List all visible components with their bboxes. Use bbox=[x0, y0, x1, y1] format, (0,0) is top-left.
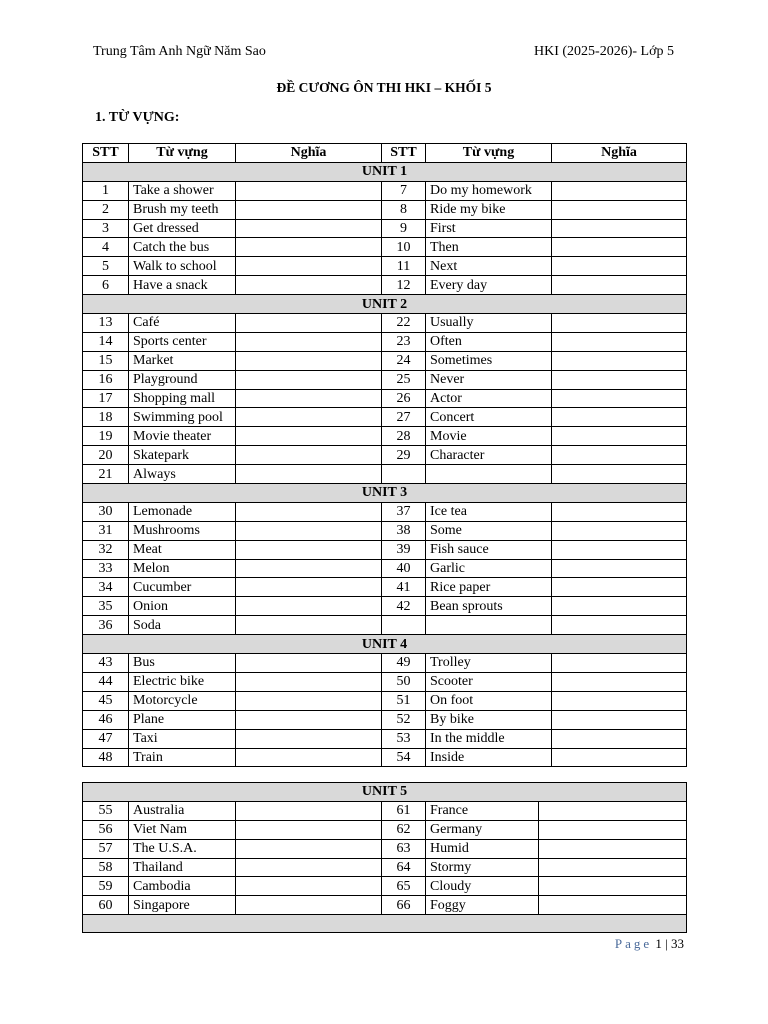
word-term: Movie bbox=[426, 427, 552, 446]
word-term bbox=[426, 465, 552, 484]
word-meaning-blank bbox=[236, 616, 382, 635]
vocabulary-table-unit-5 bbox=[82, 782, 687, 933]
word-term: Scooter bbox=[426, 672, 552, 691]
word-number: 40 bbox=[382, 559, 426, 578]
word-meaning-blank bbox=[552, 502, 687, 521]
word-term: Australia bbox=[129, 801, 236, 820]
word-term: Café bbox=[129, 314, 236, 333]
word-meaning-blank bbox=[552, 370, 687, 389]
word-meaning-blank bbox=[552, 351, 687, 370]
word-meaning-blank bbox=[236, 408, 382, 427]
word-meaning-blank bbox=[552, 729, 687, 748]
table-row bbox=[83, 729, 687, 748]
word-meaning-blank bbox=[552, 465, 687, 484]
word-meaning-blank bbox=[552, 219, 687, 238]
table-row bbox=[83, 748, 687, 767]
word-term: Cloudy bbox=[426, 877, 539, 896]
table-row bbox=[83, 219, 687, 238]
blank-cell bbox=[83, 915, 687, 933]
word-number: 23 bbox=[382, 332, 426, 351]
word-term: Often bbox=[426, 332, 552, 351]
table-row bbox=[83, 181, 687, 200]
word-term: Stormy bbox=[426, 858, 539, 877]
word-number: 31 bbox=[83, 521, 129, 540]
word-term: Shopping mall bbox=[129, 389, 236, 408]
word-meaning-blank bbox=[236, 877, 382, 896]
column-header-vocabulary: Từ vựng bbox=[129, 144, 236, 163]
word-meaning-blank bbox=[552, 748, 687, 767]
word-term: Humid bbox=[426, 839, 539, 858]
word-number: 64 bbox=[382, 858, 426, 877]
word-meaning-blank bbox=[236, 748, 382, 767]
word-term: Brush my teeth bbox=[129, 200, 236, 219]
table-row bbox=[83, 801, 687, 820]
word-term: Bean sprouts bbox=[426, 597, 552, 616]
word-meaning-blank bbox=[552, 332, 687, 351]
word-meaning-blank bbox=[236, 672, 382, 691]
word-term: Meat bbox=[129, 540, 236, 559]
word-number: 65 bbox=[382, 877, 426, 896]
word-number: 48 bbox=[83, 748, 129, 767]
word-term: Taxi bbox=[129, 729, 236, 748]
word-meaning-blank bbox=[236, 839, 382, 858]
word-number: 15 bbox=[83, 351, 129, 370]
page-total: 33 bbox=[671, 936, 684, 951]
word-meaning-blank bbox=[552, 616, 687, 635]
word-meaning-blank bbox=[236, 559, 382, 578]
word-term: Mushrooms bbox=[129, 521, 236, 540]
word-number: 57 bbox=[83, 839, 129, 858]
word-term: Concert bbox=[426, 408, 552, 427]
table-row bbox=[83, 276, 687, 295]
word-meaning-blank bbox=[236, 257, 382, 276]
word-meaning-blank bbox=[236, 181, 382, 200]
word-term: Walk to school bbox=[129, 257, 236, 276]
table-row bbox=[83, 427, 687, 446]
word-meaning-blank bbox=[552, 559, 687, 578]
word-number: 52 bbox=[382, 710, 426, 729]
word-meaning-blank bbox=[552, 389, 687, 408]
word-meaning-blank bbox=[236, 238, 382, 257]
word-meaning-blank bbox=[539, 858, 687, 877]
word-term: Character bbox=[426, 446, 552, 465]
word-meaning-blank bbox=[552, 691, 687, 710]
word-term: Lemonade bbox=[129, 502, 236, 521]
word-number: 42 bbox=[382, 597, 426, 616]
page-separator: | bbox=[661, 936, 671, 951]
word-term: Next bbox=[426, 257, 552, 276]
word-meaning-blank bbox=[236, 729, 382, 748]
word-meaning-blank bbox=[236, 370, 382, 389]
table-row bbox=[83, 672, 687, 691]
page-current: 1 bbox=[655, 936, 662, 951]
word-number: 17 bbox=[83, 389, 129, 408]
word-meaning-blank bbox=[539, 896, 687, 915]
word-meaning-blank bbox=[236, 502, 382, 521]
word-number: 2 bbox=[83, 200, 129, 219]
table-row bbox=[83, 389, 687, 408]
word-term: Have a snack bbox=[129, 276, 236, 295]
word-number: 49 bbox=[382, 654, 426, 673]
word-term: Some bbox=[426, 521, 552, 540]
table-row bbox=[83, 877, 687, 896]
column-header-stt: STT bbox=[382, 144, 426, 163]
word-meaning-blank bbox=[539, 820, 687, 839]
word-meaning-blank bbox=[236, 597, 382, 616]
header-center-name: Trung Tâm Anh Ngữ Năm Sao bbox=[93, 44, 266, 59]
word-meaning-blank bbox=[552, 578, 687, 597]
word-meaning-blank bbox=[236, 654, 382, 673]
word-meaning-blank bbox=[236, 896, 382, 915]
table-row bbox=[83, 446, 687, 465]
word-number: 58 bbox=[83, 858, 129, 877]
unit-header-row bbox=[83, 484, 687, 503]
word-number: 50 bbox=[382, 672, 426, 691]
word-number: 47 bbox=[83, 729, 129, 748]
word-meaning-blank bbox=[552, 181, 687, 200]
word-meaning-blank bbox=[236, 389, 382, 408]
table-row bbox=[83, 314, 687, 333]
word-number: 56 bbox=[83, 820, 129, 839]
word-number: 12 bbox=[382, 276, 426, 295]
word-term: Germany bbox=[426, 820, 539, 839]
word-number: 1 bbox=[83, 181, 129, 200]
word-term: The U.S.A. bbox=[129, 839, 236, 858]
table-row bbox=[83, 691, 687, 710]
table-row bbox=[83, 559, 687, 578]
word-number: 59 bbox=[83, 877, 129, 896]
word-term: Electric bike bbox=[129, 672, 236, 691]
unit-title: UNIT 1 bbox=[83, 162, 687, 181]
word-meaning-blank bbox=[552, 200, 687, 219]
word-term: Skatepark bbox=[129, 446, 236, 465]
word-number: 62 bbox=[382, 820, 426, 839]
word-term: Rice paper bbox=[426, 578, 552, 597]
word-number: 10 bbox=[382, 238, 426, 257]
unit-header-row bbox=[83, 295, 687, 314]
word-term bbox=[426, 616, 552, 635]
word-meaning-blank bbox=[552, 427, 687, 446]
word-term: Ride my bike bbox=[426, 200, 552, 219]
word-number: 6 bbox=[83, 276, 129, 295]
word-term: Get dressed bbox=[129, 219, 236, 238]
word-meaning-blank bbox=[552, 672, 687, 691]
word-number: 14 bbox=[83, 332, 129, 351]
unit-title: UNIT 4 bbox=[83, 635, 687, 654]
word-term: Train bbox=[129, 748, 236, 767]
word-meaning-blank bbox=[552, 597, 687, 616]
word-number: 33 bbox=[83, 559, 129, 578]
word-number bbox=[382, 616, 426, 635]
word-number: 44 bbox=[83, 672, 129, 691]
column-header-stt: STT bbox=[83, 144, 129, 163]
word-number: 13 bbox=[83, 314, 129, 333]
word-number: 26 bbox=[382, 389, 426, 408]
word-meaning-blank bbox=[236, 332, 382, 351]
word-number: 22 bbox=[382, 314, 426, 333]
word-meaning-blank bbox=[539, 801, 687, 820]
table-row bbox=[83, 896, 687, 915]
section-heading-vocabulary: 1. TỪ VỰNG: bbox=[95, 110, 180, 125]
word-meaning-blank bbox=[552, 408, 687, 427]
word-meaning-blank bbox=[552, 540, 687, 559]
column-header-vocabulary: Từ vựng bbox=[426, 144, 552, 163]
word-term: Take a shower bbox=[129, 181, 236, 200]
table-row bbox=[83, 332, 687, 351]
word-term: Sports center bbox=[129, 332, 236, 351]
word-meaning-blank bbox=[236, 820, 382, 839]
table-row bbox=[83, 408, 687, 427]
word-term: Viet Nam bbox=[129, 820, 236, 839]
word-number: 20 bbox=[83, 446, 129, 465]
word-term: Fish sauce bbox=[426, 540, 552, 559]
word-meaning-blank bbox=[552, 446, 687, 465]
unit-header-row bbox=[83, 783, 687, 802]
word-number: 11 bbox=[382, 257, 426, 276]
word-term: By bike bbox=[426, 710, 552, 729]
word-term: Thailand bbox=[129, 858, 236, 877]
table-row bbox=[83, 654, 687, 673]
word-number: 46 bbox=[83, 710, 129, 729]
table-row bbox=[83, 370, 687, 389]
unit-header-row bbox=[83, 635, 687, 654]
word-meaning-blank bbox=[236, 691, 382, 710]
column-header-meaning: Nghĩa bbox=[552, 144, 687, 163]
word-meaning-blank bbox=[552, 238, 687, 257]
word-term: On foot bbox=[426, 691, 552, 710]
table-row bbox=[83, 540, 687, 559]
word-term: Always bbox=[129, 465, 236, 484]
unit-title: UNIT 2 bbox=[83, 295, 687, 314]
word-meaning-blank bbox=[236, 351, 382, 370]
word-number: 18 bbox=[83, 408, 129, 427]
word-term: Bus bbox=[129, 654, 236, 673]
word-number: 7 bbox=[382, 181, 426, 200]
word-term: Sometimes bbox=[426, 351, 552, 370]
word-meaning-blank bbox=[236, 427, 382, 446]
word-meaning-blank bbox=[236, 801, 382, 820]
header-term-grade: HKI (2025-2026)- Lớp 5 bbox=[534, 44, 674, 59]
unit-title: UNIT 5 bbox=[83, 783, 687, 802]
word-term: In the middle bbox=[426, 729, 552, 748]
word-meaning-blank bbox=[552, 276, 687, 295]
word-meaning-blank bbox=[236, 276, 382, 295]
word-term: Catch the bus bbox=[129, 238, 236, 257]
word-meaning-blank bbox=[539, 877, 687, 896]
word-term: Every day bbox=[426, 276, 552, 295]
table-row bbox=[83, 521, 687, 540]
table-row bbox=[83, 820, 687, 839]
page-label: Page bbox=[614, 936, 653, 951]
word-number: 35 bbox=[83, 597, 129, 616]
column-header-meaning: Nghĩa bbox=[236, 144, 382, 163]
word-number: 19 bbox=[83, 427, 129, 446]
table-row bbox=[83, 858, 687, 877]
word-number bbox=[382, 465, 426, 484]
word-meaning-blank bbox=[539, 839, 687, 858]
unit-header-row bbox=[83, 162, 687, 181]
table-row bbox=[83, 351, 687, 370]
word-term: Playground bbox=[129, 370, 236, 389]
word-term: Market bbox=[129, 351, 236, 370]
word-meaning-blank bbox=[236, 710, 382, 729]
word-number: 51 bbox=[382, 691, 426, 710]
word-term: Plane bbox=[129, 710, 236, 729]
word-number: 53 bbox=[382, 729, 426, 748]
document-title: ĐỀ CƯƠNG ÔN THI HKI – KHỐI 5 bbox=[276, 80, 492, 95]
blank-shaded-row bbox=[83, 915, 687, 933]
word-number: 45 bbox=[83, 691, 129, 710]
word-term: Usually bbox=[426, 314, 552, 333]
word-number: 41 bbox=[382, 578, 426, 597]
word-meaning-blank bbox=[552, 521, 687, 540]
word-term: Then bbox=[426, 238, 552, 257]
word-number: 63 bbox=[382, 839, 426, 858]
word-number: 16 bbox=[83, 370, 129, 389]
word-term: Movie theater bbox=[129, 427, 236, 446]
word-term: Ice tea bbox=[426, 502, 552, 521]
word-term: Onion bbox=[129, 597, 236, 616]
word-meaning-blank bbox=[552, 257, 687, 276]
page-footer bbox=[615, 936, 684, 952]
word-number: 3 bbox=[83, 219, 129, 238]
word-term: Melon bbox=[129, 559, 236, 578]
word-term: Motorcycle bbox=[129, 691, 236, 710]
word-number: 29 bbox=[382, 446, 426, 465]
word-meaning-blank bbox=[236, 446, 382, 465]
word-number: 30 bbox=[83, 502, 129, 521]
word-number: 27 bbox=[382, 408, 426, 427]
table-row bbox=[83, 257, 687, 276]
table-row bbox=[83, 597, 687, 616]
word-meaning-blank bbox=[236, 578, 382, 597]
word-meaning-blank bbox=[236, 219, 382, 238]
table-row bbox=[83, 200, 687, 219]
word-term: Inside bbox=[426, 748, 552, 767]
word-number: 36 bbox=[83, 616, 129, 635]
word-meaning-blank bbox=[236, 540, 382, 559]
vocabulary-table-units-1-4 bbox=[82, 143, 687, 767]
word-term: First bbox=[426, 219, 552, 238]
word-number: 34 bbox=[83, 578, 129, 597]
word-number: 66 bbox=[382, 896, 426, 915]
word-term: Do my homework bbox=[426, 181, 552, 200]
word-term: Never bbox=[426, 370, 552, 389]
word-meaning-blank bbox=[236, 314, 382, 333]
word-term: Foggy bbox=[426, 896, 539, 915]
word-term: France bbox=[426, 801, 539, 820]
word-meaning-blank bbox=[236, 858, 382, 877]
unit-title: UNIT 3 bbox=[83, 484, 687, 503]
word-term: Actor bbox=[426, 389, 552, 408]
word-number: 39 bbox=[382, 540, 426, 559]
word-meaning-blank bbox=[236, 200, 382, 219]
word-number: 61 bbox=[382, 801, 426, 820]
word-number: 28 bbox=[382, 427, 426, 446]
table-header-row bbox=[83, 144, 687, 163]
table-row bbox=[83, 465, 687, 484]
table-row bbox=[83, 238, 687, 257]
word-term: Swimming pool bbox=[129, 408, 236, 427]
word-number: 43 bbox=[83, 654, 129, 673]
word-meaning-blank bbox=[552, 314, 687, 333]
word-term: Cambodia bbox=[129, 877, 236, 896]
word-number: 32 bbox=[83, 540, 129, 559]
word-number: 8 bbox=[382, 200, 426, 219]
word-meaning-blank bbox=[236, 521, 382, 540]
word-number: 5 bbox=[83, 257, 129, 276]
word-meaning-blank bbox=[552, 654, 687, 673]
word-number: 9 bbox=[382, 219, 426, 238]
word-term: Cucumber bbox=[129, 578, 236, 597]
word-term: Soda bbox=[129, 616, 236, 635]
table-row bbox=[83, 502, 687, 521]
word-number: 60 bbox=[83, 896, 129, 915]
word-number: 38 bbox=[382, 521, 426, 540]
word-meaning-blank bbox=[236, 465, 382, 484]
word-number: 55 bbox=[83, 801, 129, 820]
table-row bbox=[83, 616, 687, 635]
word-term: Garlic bbox=[426, 559, 552, 578]
word-number: 54 bbox=[382, 748, 426, 767]
table-row bbox=[83, 710, 687, 729]
word-number: 24 bbox=[382, 351, 426, 370]
table-row bbox=[83, 839, 687, 858]
word-number: 21 bbox=[83, 465, 129, 484]
table-row bbox=[83, 578, 687, 597]
word-meaning-blank bbox=[552, 710, 687, 729]
word-term: Trolley bbox=[426, 654, 552, 673]
word-number: 37 bbox=[382, 502, 426, 521]
word-number: 25 bbox=[382, 370, 426, 389]
word-term: Singapore bbox=[129, 896, 236, 915]
word-number: 4 bbox=[83, 238, 129, 257]
